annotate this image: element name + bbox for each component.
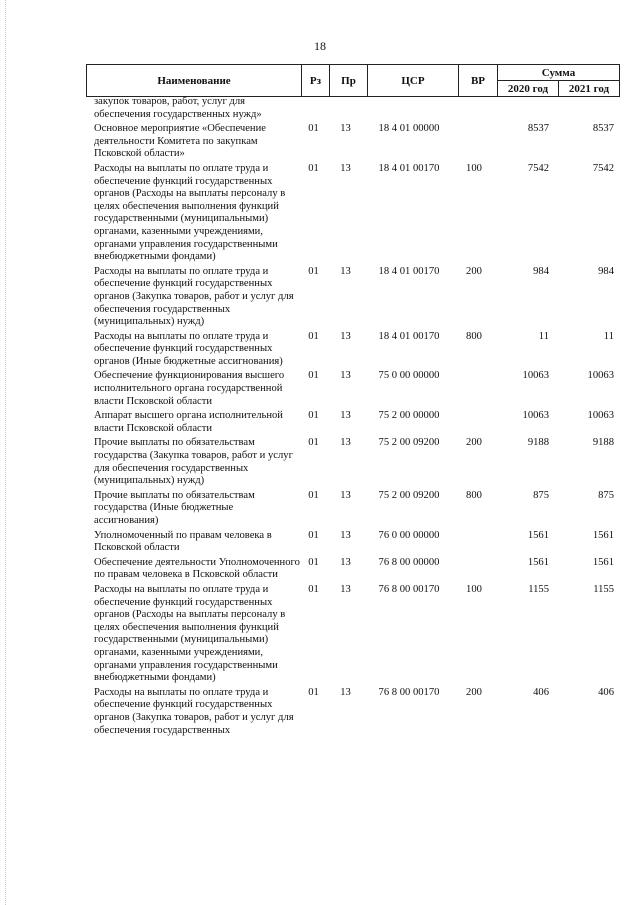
row-vr: 200 [466,686,482,698]
row-name: закупок товаров, работ, услуг для обеспечения государственных нужд» [94,96,262,120]
row-vr: 800 [466,489,482,501]
row-pr: 13 [340,162,351,174]
row-name: Расходы на выплаты по оплате труда и обеспечение функций государственных органов (Расходы на выплаты персоналу в целях обеспечения выполнения функций государственными (муниципальными) органами, казенными учреждениями, органами управления государственными внебюджетными фондами) [94,162,286,263]
row-sum-2021: 10063 [587,370,614,382]
row-pr: 13 [340,265,351,277]
row-vr [454,370,494,408]
row-rz: 01 [308,410,319,422]
table-row [86,163,614,264]
row-sum-2021: 10063 [587,410,614,422]
row-rz: 01 [308,330,319,342]
row-sum-2020: 10063 [522,410,549,422]
row-csr: 75 2 00 00000 [378,410,440,422]
row-csr: 76 8 00 00170 [378,686,440,698]
header-csr: ЦСР [368,65,459,97]
row-name: Уполномоченный по правам человека в Псковской области [94,529,272,554]
row-vr: 200 [466,437,482,449]
row-sum-2020 [494,96,554,121]
row-vr [454,123,494,161]
row-pr: 13 [340,686,351,698]
row-csr: 18 4 01 00170 [378,265,440,277]
header-sum: Сумма [498,65,620,81]
row-sum-2021: 984 [598,265,614,277]
header-year-2020: 2020 год [498,81,559,97]
row-sum-2021: 7542 [592,162,614,174]
row-sum-2020: 9188 [527,437,549,449]
row-sum-2021 [554,96,614,121]
table-row [86,123,614,161]
table-row [86,687,614,737]
header-vr: ВР [459,65,498,97]
row-sum-2021: 1561 [592,556,614,568]
row-csr: 75 2 00 09200 [378,489,440,501]
row-sum-2020: 1561 [527,556,549,568]
row-pr: 13 [340,489,351,501]
row-pr: 13 [340,123,351,135]
row-name: Расходы на выплаты по оплате труда и обеспечение функций государственных органов (Иные бюджетные ассигнования) [94,330,283,367]
row-sum-2021: 406 [598,686,614,698]
row-sum-2020: 1155 [528,583,549,595]
row-sum-2021: 1155 [593,583,614,595]
row-csr [364,96,454,121]
row-pr: 13 [340,583,351,595]
row-csr: 18 4 01 00170 [378,330,440,342]
row-csr: 76 8 00 00170 [378,583,440,595]
row-vr [454,96,494,121]
row-rz: 01 [308,583,319,595]
row-rz: 01 [308,529,319,541]
row-name: Аппарат высшего органа исполнительной власти Псковской области [94,410,283,434]
row-csr: 18 4 01 00170 [378,162,440,174]
row-pr: 13 [340,529,351,541]
row-sum-2021: 8537 [592,123,614,135]
table-row [86,530,614,555]
table-row [86,266,614,329]
row-pr [327,96,364,121]
row-rz: 01 [308,686,319,698]
row-rz: 01 [308,123,319,135]
row-rz: 01 [308,162,319,174]
row-vr: 800 [466,330,482,342]
row-rz: 01 [308,556,319,568]
row-csr: 75 2 00 09200 [378,437,440,449]
table-body [86,96,614,739]
page-number: 18 [314,39,326,53]
table-row [86,557,614,582]
row-sum-2021: 1561 [592,529,614,541]
row-rz [300,96,327,121]
header-year-2021: 2021 год [559,81,620,97]
row-name: Расходы на выплаты по оплате труда и обеспечение функций государственных органов (Расходы на выплаты персоналу в целях обеспечения выполнения функций государственными (муниципальными) органами, казенными учреждениями, органами управления государственными внебюджетными фондами) [94,583,286,684]
row-vr [454,410,494,435]
table-row [86,410,614,435]
row-sum-2020: 11 [538,330,549,342]
row-csr: 75 0 00 00000 [378,370,440,382]
row-sum-2021: 11 [603,330,614,342]
row-sum-2021: 875 [598,489,614,501]
row-vr [454,557,494,582]
row-rz: 01 [308,370,319,382]
table-row [86,490,614,528]
row-csr: 18 4 01 00000 [378,123,440,135]
row-vr: 100 [466,583,482,595]
row-name: Прочие выплаты по обязательствам государства (Закупка товаров, работ и услуг для обеспечения государственных (муниципальных) нужд) [94,437,293,487]
row-pr: 13 [340,370,351,382]
row-sum-2020: 1561 [527,529,549,541]
row-pr: 13 [340,437,351,449]
row-name: Обеспечение деятельности Уполномоченного по правам человека в Псковской области [94,556,300,581]
row-sum-2020: 875 [533,489,549,501]
row-vr [454,530,494,555]
table-row [86,584,614,685]
header-pr: Пр [330,65,368,97]
table-row [86,96,614,121]
row-sum-2020: 984 [533,265,549,277]
row-csr: 76 0 00 00000 [378,529,440,541]
row-vr: 200 [466,265,482,277]
table-row [86,370,614,408]
row-sum-2020: 10063 [522,370,549,382]
row-rz: 01 [308,437,319,449]
row-sum-2021: 9188 [592,437,614,449]
header-name: Наименование [87,65,302,97]
scan-edge [5,0,7,905]
row-csr: 76 8 00 00000 [378,556,440,568]
row-name: Прочие выплаты по обязательствам государства (Иные бюджетные ассигнования) [94,489,255,526]
table-row [86,331,614,369]
row-sum-2020: 8537 [527,123,549,135]
row-name: Расходы на выплаты по оплате труда и обеспечение функций государственных органов (Закупка товаров, работ и услуг для обеспечения государственных [94,686,294,736]
row-pr: 13 [340,410,351,422]
row-name: Основное мероприятие «Обеспечение деятельности Комитета по закупкам Псковской области» [94,123,266,160]
row-pr: 13 [340,556,351,568]
table-header [86,64,620,97]
row-name: Расходы на выплаты по оплате труда и обеспечение функций государственных органов (Закупка товаров, работ и услуг для обеспечения государственных (муниципальных) нужд) [94,265,294,328]
row-sum-2020: 7542 [527,162,549,174]
row-vr: 100 [466,162,482,174]
table-row [86,437,614,487]
row-name: Обеспечение функционирования высшего исполнительного органа государственной власти Псковской области [94,370,285,407]
row-pr: 13 [340,330,351,342]
header-rz: Рз [302,65,330,97]
row-rz: 01 [308,489,319,501]
row-sum-2020: 406 [533,686,549,698]
row-rz: 01 [308,265,319,277]
